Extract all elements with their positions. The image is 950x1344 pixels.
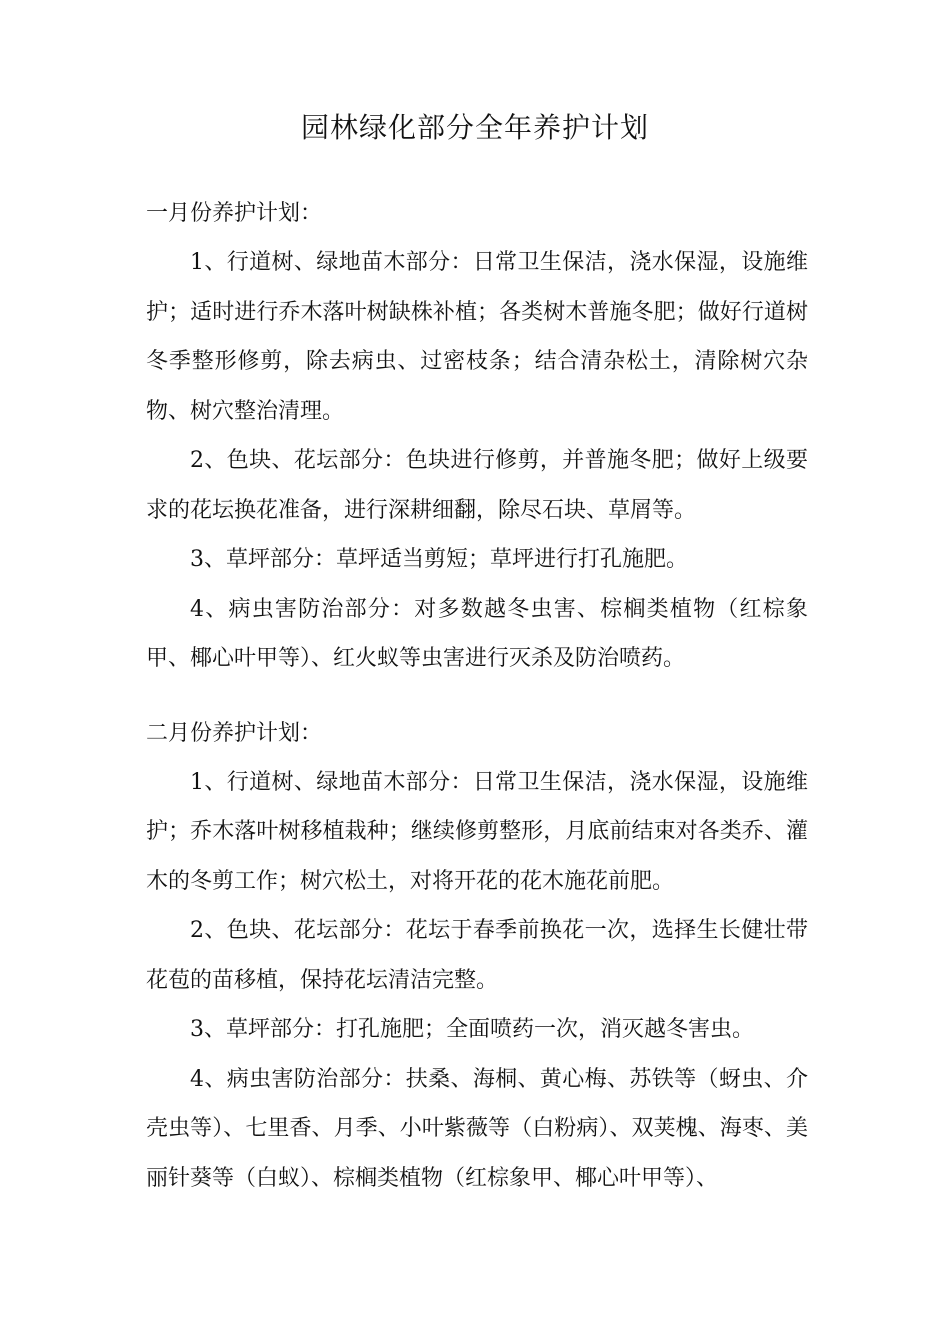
paragraph: 1、行道树、绿地苗木部分：日常卫生保洁，浇水保湿，设施维护；适时进行乔木落叶树缺株补植；各类树木普施冬肥；做好行道树冬季整形修剪，除去病虫、过密枝条；结合清杂松土，清除树穴杂物、树穴整治清理。	[146, 250, 808, 424]
paragraph: 2、色块、花坛部分：花坛于春季前换花一次，选择生长健壮带花苞的苗移植，保持花坛清洁完整。	[146, 918, 808, 993]
paragraph: 2、色块、花坛部分：色块进行修剪，并普施冬肥；做好上级要求的花坛换花准备，进行深耕细翻，除尽石块、草屑等。	[146, 448, 808, 523]
paragraph: 4、病虫害防治部分：扶桑、海桐、黄心梅、苏铁等（蚜虫、介壳虫等）、七里香、月季、小叶紫薇等（白粉病）、双荚槐、海枣、美丽针葵等（白蚁）、棕榈类植物（红棕象甲、椰心叶甲等）、	[146, 1066, 808, 1191]
section-heading: 二月份养护计划：	[146, 720, 323, 746]
section-february	[146, 710, 808, 1204]
paragraph: 3、草坪部分：打孔施肥；全面喷药一次，消灭越冬害虫。	[190, 1017, 754, 1042]
document-title: 园林绿化部分全年养护计划	[300, 111, 649, 144]
section-january	[146, 190, 808, 684]
paragraph: 1、行道树、绿地苗木部分：日常卫生保洁，浇水保湿，设施维护；乔木落叶树移植栽种；继续修剪整形，月底前结束对各类乔、灌木的冬剪工作；树穴松土，对将开花的花木施花前肥。	[146, 769, 808, 894]
document-body	[146, 190, 808, 1203]
paragraph: 3、草坪部分：草坪适当剪短；草坪进行打孔施肥。	[190, 547, 688, 572]
paragraph: 4、病虫害防治部分：对多数越冬虫害、棕榈类植物（红棕象甲、椰心叶甲等）、红火蚁等虫害进行灭杀及防治喷药。	[146, 596, 808, 671]
section-heading: 一月份养护计划：	[146, 201, 323, 226]
